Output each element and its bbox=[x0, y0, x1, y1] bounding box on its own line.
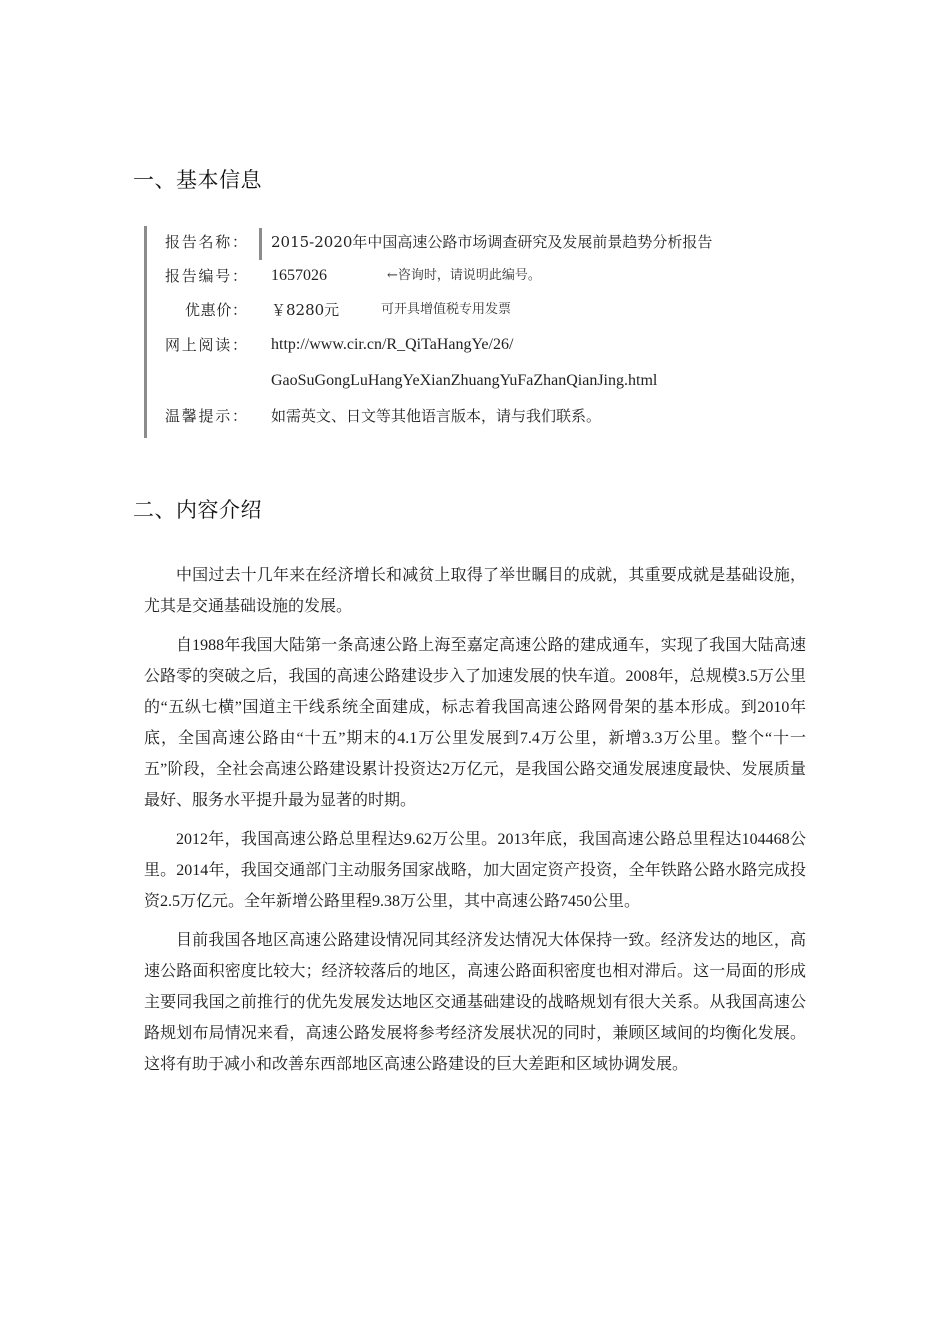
section-title-content-intro: 二、内容介绍 bbox=[133, 498, 262, 522]
report-name-label: 报告名称： bbox=[165, 233, 247, 251]
price-label: 优惠价： bbox=[185, 301, 247, 319]
section-title-basic-info: 一、基本信息 bbox=[133, 168, 262, 192]
online-url-line-1[interactable]: http://www.cir.cn/R_QiTaHangYe/26/ bbox=[271, 336, 514, 353]
content-body bbox=[144, 560, 806, 1088]
tip-value: 如需英文、日文等其他语言版本，请与我们联系。 bbox=[271, 407, 602, 425]
basic-info-block bbox=[144, 226, 787, 438]
report-no-value: 1657026 bbox=[271, 267, 327, 284]
paragraph: 2012年，我国高速公路总里程达9.62万公里。2013年底，我国高速公路总里程达104468公里。2014年，我国交通部门主动服务国家战略，加大固定资产投资，全年铁路公路水路完成投资2.5万亿元。全年新增公路里程9.38万公里，其中高速公路7450公里。 bbox=[144, 831, 806, 910]
report-no-label: 报告编号： bbox=[165, 267, 247, 285]
report-name-value: 2015-2020年中国高速公路市场调查研究及发展前景趋势分析报告 bbox=[271, 233, 713, 251]
paragraph: 中国过去十几年来在经济增长和减贫上取得了举世瞩目的成就，其重要成就是基础设施，尤其是交通基础设施的发展。 bbox=[144, 567, 806, 615]
tip-label: 温馨提示： bbox=[165, 407, 247, 425]
price-value: ￥8280元 bbox=[271, 301, 340, 319]
online-label: 网上阅读： bbox=[165, 336, 247, 354]
online-url-line-2[interactable]: GaoSuGongLuHangYeXianZhuangYuFaZhanQianJing.html bbox=[271, 372, 658, 389]
report-name-marker bbox=[259, 228, 262, 260]
price-note: 可开具增值税专用发票 bbox=[381, 302, 512, 317]
paragraph: 目前我国各地区高速公路建设情况同其经济发达情况大体保持一致。经济发达的地区，高速公路面积密度比较大；经济较落后的地区，高速公路面积密度也相对滞后。这一局面的形成主要同我国之前推行的优先发展发达地区交通基础建设的战略规划有很大关系。从我国高速公路规划布局情况来看，高速公路发展将参考经济发展状况的同时，兼顾区域间的均衡化发展。这将有助于减小和改善东西部地区高速公路建设的巨大差距和区域协调发展。 bbox=[144, 932, 806, 1073]
report-no-note: ←咨询时，请说明此编号。 bbox=[387, 268, 541, 283]
paragraph: 自1988年我国大陆第一条高速公路上海至嘉定高速公路的建成通车，实现了我国大陆高速公路零的突破之后，我国的高速公路建设步入了加速发展的快车道。2008年，总规模3.5万公里的“五纵七横”国道主干线系统全面建成，标志着我国高速公路网骨架的基本形成。到2010年底，全国高速公路由“十五”期末的4.1万公里发展到7.4万公里，新增3.3万公里。整个“十一五”阶段，全社会高速公路建设累计投资达2万亿元，是我国公路交通发展速度最快、发展质量最好、服务水平提升最为显著的时期。 bbox=[144, 637, 806, 809]
